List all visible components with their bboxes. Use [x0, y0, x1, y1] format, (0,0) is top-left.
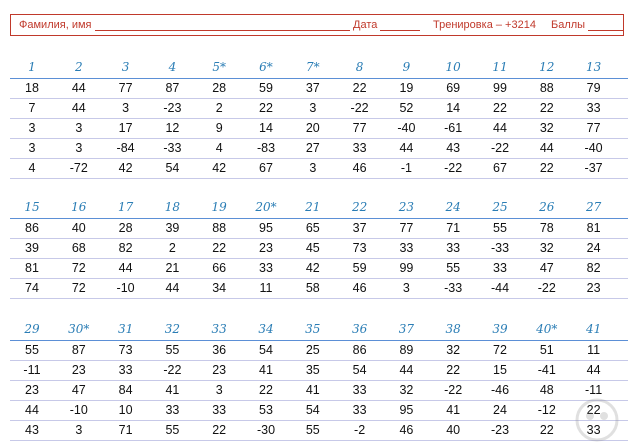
exercise-number: 35 — [305, 322, 321, 336]
number-cell: 82 — [586, 261, 601, 275]
number-cell: 41 — [305, 383, 320, 397]
number-cell: 48 — [539, 383, 554, 397]
score-label: Баллы — [551, 19, 586, 31]
number-cell: 99 — [399, 261, 414, 275]
number-cell: -10 — [69, 403, 88, 417]
exercise-number: 37 — [398, 322, 415, 336]
number-cell: 55 — [446, 261, 461, 275]
number-cell: 33 — [259, 261, 273, 275]
header-box — [10, 14, 624, 36]
exercise-number: 19 — [211, 200, 227, 214]
number-cell: 3 — [309, 161, 317, 175]
number-cell: 23 — [71, 363, 86, 377]
number-cell: 44 — [539, 141, 554, 155]
number-cell: 14 — [446, 101, 461, 115]
exercise-number: 38 — [445, 322, 461, 336]
exercise-number: 36 — [351, 322, 368, 336]
exercise-number: 8 — [355, 60, 364, 74]
data-row — [10, 239, 628, 259]
number-cell: 2 — [215, 101, 223, 115]
number-cell: -33 — [490, 241, 510, 255]
number-cell: 44 — [25, 403, 39, 417]
number-cell: 55 — [25, 343, 39, 357]
number-cell: 46 — [399, 423, 414, 437]
number-cell: -83 — [256, 141, 276, 155]
number-cell: -41 — [537, 363, 556, 377]
number-cell: -40 — [397, 121, 416, 135]
training-code: +3214 — [505, 19, 536, 31]
number-cell: 33 — [493, 261, 507, 275]
number-cell: 32 — [399, 383, 414, 397]
exercise-number: 39 — [492, 322, 508, 336]
exercise-number: 5* — [212, 60, 226, 74]
number-cell: 3 — [75, 423, 83, 437]
number-cell: 43 — [446, 141, 461, 155]
number-cell: 39 — [25, 241, 39, 255]
number-cell: 21 — [165, 261, 180, 275]
number-cell: 3 — [122, 101, 130, 115]
number-cell: 69 — [446, 81, 461, 95]
exercise-number: 1 — [28, 60, 36, 74]
number-cell: 15 — [493, 363, 507, 377]
number-cell: 32 — [539, 121, 554, 135]
number-cell: -33 — [444, 281, 463, 295]
exercise-number: 18 — [164, 200, 181, 214]
number-cell: 33 — [118, 363, 133, 377]
number-cell: 42 — [118, 161, 133, 175]
number-cell: -72 — [69, 161, 88, 175]
number-cell: -46 — [490, 383, 510, 397]
number-cell: -22 — [490, 141, 510, 155]
training-label: Тренировка – — [433, 19, 502, 31]
number-cell: 86 — [352, 343, 367, 357]
number-cell: 78 — [539, 221, 554, 235]
number-cell: 33 — [352, 383, 367, 397]
data-row — [10, 159, 628, 179]
number-cell: 51 — [539, 343, 554, 357]
number-cell: 33 — [352, 403, 367, 417]
number-cell: 17 — [118, 121, 133, 135]
number-cell: -2 — [354, 423, 366, 437]
number-cell: 22 — [259, 383, 273, 397]
number-cell: 74 — [25, 281, 39, 295]
number-cell: 44 — [399, 363, 414, 377]
exercise-numbers-row — [10, 60, 628, 79]
number-cell: 44 — [586, 363, 601, 377]
number-cell: 67 — [259, 161, 273, 175]
number-cell: -11 — [23, 363, 41, 377]
number-cell: 84 — [118, 383, 133, 397]
number-cell: 41 — [446, 403, 461, 417]
number-cell: 7 — [28, 101, 36, 115]
number-cell: 22 — [493, 101, 507, 115]
number-cell: 52 — [399, 101, 414, 115]
number-cell: 20 — [305, 121, 320, 135]
number-cell: 99 — [493, 81, 507, 95]
number-cell: 28 — [212, 81, 227, 95]
number-cell: 33 — [352, 141, 367, 155]
number-cell: 66 — [212, 261, 227, 275]
score-field — [551, 19, 624, 31]
number-cell: 23 — [586, 281, 601, 295]
data-row — [10, 361, 628, 381]
exercise-number: 41 — [585, 322, 602, 336]
number-cell: 44 — [493, 121, 507, 135]
number-cell: 4 — [215, 141, 223, 155]
number-cell: -61 — [444, 121, 463, 135]
number-cell: -84 — [116, 141, 135, 155]
exercise-number: 25 — [492, 200, 508, 214]
number-cell: -37 — [584, 161, 603, 175]
number-cell: 73 — [352, 241, 367, 255]
number-cell: 55 — [305, 423, 320, 437]
number-cell: 88 — [212, 221, 227, 235]
number-cell: 95 — [259, 221, 273, 235]
number-cell: 3 — [309, 101, 317, 115]
number-cell: 18 — [25, 81, 39, 95]
number-cell: -1 — [400, 161, 412, 175]
number-cell: 54 — [352, 363, 367, 377]
number-cell: -22 — [444, 161, 463, 175]
number-cell: 59 — [259, 81, 273, 95]
number-cell: 43 — [25, 423, 39, 437]
number-cell: 23 — [25, 383, 39, 397]
number-cell: 95 — [399, 403, 414, 417]
number-cell: 77 — [352, 121, 367, 135]
number-cell: 46 — [352, 281, 367, 295]
name-label: Фамилия, имя — [19, 19, 92, 31]
number-cell: 71 — [118, 423, 133, 437]
exercise-number: 27 — [585, 200, 602, 214]
exercise-number: 4 — [168, 60, 177, 74]
exercise-numbers-row — [10, 200, 628, 219]
exercise-number: 20* — [255, 200, 277, 214]
number-cell: 58 — [305, 281, 320, 295]
number-cell: 89 — [399, 343, 414, 357]
number-cell: 11 — [259, 281, 273, 295]
exercise-number: 10 — [445, 60, 461, 74]
number-cell: 35 — [305, 363, 320, 377]
number-cell: 88 — [539, 81, 554, 95]
number-cell: 79 — [586, 81, 601, 95]
number-cell: 33 — [165, 403, 180, 417]
exercise-number: 6* — [259, 60, 273, 74]
number-cell: 3 — [75, 121, 83, 135]
number-cell: 40 — [71, 221, 86, 235]
number-cell: 22 — [352, 81, 367, 95]
exercise-number: 9 — [402, 60, 411, 74]
number-cell: 22 — [446, 363, 461, 377]
number-cell: 77 — [118, 81, 133, 95]
data-row — [10, 259, 628, 279]
exercise-number: 24 — [445, 200, 461, 214]
number-cell: 22 — [539, 423, 554, 437]
exercise-number: 30* — [68, 322, 90, 336]
number-cell: 71 — [446, 221, 461, 235]
number-cell: -22 — [537, 281, 556, 295]
number-cell: 33 — [212, 403, 227, 417]
number-cell: 22 — [212, 423, 227, 437]
exercise-number: 34 — [258, 322, 274, 336]
number-cell: 33 — [586, 423, 601, 437]
number-cell: 3 — [28, 121, 36, 135]
data-row — [10, 381, 628, 401]
number-cell: -33 — [163, 141, 182, 155]
number-cell: 25 — [305, 343, 320, 357]
number-cell: 65 — [305, 221, 320, 235]
exercise-number: 21 — [305, 200, 321, 214]
data-row — [10, 401, 628, 421]
number-cell: 9 — [215, 121, 223, 135]
number-cell: 32 — [446, 343, 461, 357]
number-cell: 22 — [212, 241, 227, 255]
exercise-number: 16 — [71, 200, 87, 214]
name-line[interactable] — [95, 20, 350, 31]
number-cell: 2 — [168, 241, 176, 255]
data-row — [10, 139, 628, 159]
number-cell: 36 — [212, 343, 227, 357]
number-cell: 32 — [539, 241, 554, 255]
data-row — [10, 279, 628, 299]
number-cell: 82 — [118, 241, 133, 255]
exercise-number: 3 — [121, 60, 130, 74]
number-cell: 67 — [493, 161, 507, 175]
number-cell: 53 — [259, 403, 273, 417]
number-cell: 24 — [586, 241, 601, 255]
exercise-number: 32 — [164, 322, 181, 336]
data-row — [10, 99, 628, 119]
number-cell: 81 — [25, 261, 39, 275]
number-cell: 81 — [586, 221, 601, 235]
exercise-number: 22 — [351, 200, 368, 214]
number-cell: 72 — [493, 343, 507, 357]
number-cell: 10 — [118, 403, 133, 417]
number-cell: 22 — [539, 101, 554, 115]
number-cell: 22 — [259, 101, 273, 115]
exercise-number: 33 — [211, 322, 227, 336]
number-cell: 37 — [352, 221, 367, 235]
number-cell: 47 — [71, 383, 86, 397]
number-cell: 3 — [28, 141, 36, 155]
date-label: Дата — [353, 19, 378, 31]
number-cell: 47 — [539, 261, 554, 275]
number-cell: 41 — [259, 363, 273, 377]
number-cell: 42 — [305, 261, 320, 275]
number-cell: 40 — [446, 423, 461, 437]
number-cell: 54 — [259, 343, 273, 357]
number-cell: 23 — [212, 363, 227, 377]
number-cell: 41 — [165, 383, 180, 397]
number-cell: 19 — [399, 81, 414, 95]
number-cell: 3 — [215, 383, 223, 397]
exercise-number: 2 — [74, 60, 83, 74]
training-field — [433, 19, 536, 31]
date-line[interactable] — [380, 20, 420, 31]
exercise-number: 40* — [536, 322, 558, 336]
exercise-number: 12 — [539, 60, 555, 74]
number-cell: 27 — [305, 141, 320, 155]
number-cell: -22 — [163, 363, 182, 377]
exercise-number: 23 — [398, 200, 415, 214]
exercise-block-1 — [10, 60, 628, 179]
number-cell: 22 — [586, 403, 601, 417]
data-row — [10, 119, 628, 139]
number-cell: 12 — [165, 121, 180, 135]
number-cell: 22 — [539, 161, 554, 175]
number-cell: -23 — [490, 423, 510, 437]
date-field — [353, 19, 420, 31]
number-cell: 11 — [587, 343, 601, 357]
number-cell: -22 — [444, 383, 463, 397]
number-cell: 42 — [212, 161, 227, 175]
number-cell: -12 — [537, 403, 556, 417]
number-cell: 46 — [352, 161, 367, 175]
number-cell: 39 — [165, 221, 180, 235]
exercise-number: 29 — [24, 322, 40, 336]
number-cell: 44 — [71, 101, 86, 115]
number-cell: 54 — [165, 161, 180, 175]
number-cell: 34 — [212, 281, 227, 295]
number-cell: 4 — [28, 161, 36, 175]
number-cell: 3 — [75, 141, 83, 155]
exercise-number: 26 — [539, 200, 555, 214]
number-cell: 87 — [165, 81, 180, 95]
number-cell: 23 — [259, 241, 273, 255]
number-cell: 45 — [305, 241, 320, 255]
number-cell: 28 — [118, 221, 133, 235]
number-cell: 55 — [165, 423, 180, 437]
exercise-number: 13 — [585, 60, 602, 74]
number-cell: 37 — [305, 81, 320, 95]
watermark-icon — [562, 396, 632, 444]
number-cell: -11 — [585, 383, 603, 397]
number-cell: 55 — [165, 343, 180, 357]
number-cell: 73 — [118, 343, 133, 357]
data-row — [10, 421, 628, 441]
number-cell: 55 — [493, 221, 507, 235]
data-row — [10, 219, 628, 239]
number-cell: 54 — [305, 403, 320, 417]
exercise-numbers-row — [10, 322, 628, 341]
number-cell: 33 — [586, 101, 601, 115]
number-cell: 24 — [493, 403, 507, 417]
exercise-block-3 — [10, 322, 628, 441]
number-cell: 77 — [586, 121, 601, 135]
number-cell: 86 — [25, 221, 39, 235]
number-cell: 72 — [71, 281, 86, 295]
number-cell: 68 — [71, 241, 86, 255]
exercise-number: 7* — [305, 60, 320, 74]
number-cell: 44 — [71, 81, 86, 95]
number-cell: 44 — [399, 141, 414, 155]
number-cell: 14 — [259, 121, 273, 135]
number-cell: -23 — [163, 101, 182, 115]
exercise-number: 11 — [492, 60, 508, 74]
number-cell: -10 — [116, 281, 135, 295]
data-row — [10, 79, 628, 99]
number-cell: -30 — [256, 423, 276, 437]
number-cell: 3 — [402, 281, 410, 295]
number-cell: 59 — [352, 261, 367, 275]
number-cell: -44 — [490, 281, 510, 295]
number-cell: 44 — [165, 281, 180, 295]
exercise-number: 31 — [117, 322, 134, 336]
number-cell: 33 — [446, 241, 461, 255]
number-cell: -40 — [584, 141, 603, 155]
number-cell: 44 — [118, 261, 133, 275]
exercise-block-2 — [10, 200, 628, 299]
number-cell: 72 — [71, 261, 86, 275]
number-cell: 87 — [71, 343, 86, 357]
score-line[interactable] — [588, 20, 624, 31]
data-row — [10, 341, 628, 361]
exercise-number: 17 — [117, 200, 134, 214]
number-cell: 33 — [399, 241, 414, 255]
name-label-field — [19, 19, 350, 31]
exercise-number: 15 — [24, 200, 40, 214]
number-cell: -22 — [350, 101, 369, 115]
number-cell: 77 — [399, 221, 414, 235]
